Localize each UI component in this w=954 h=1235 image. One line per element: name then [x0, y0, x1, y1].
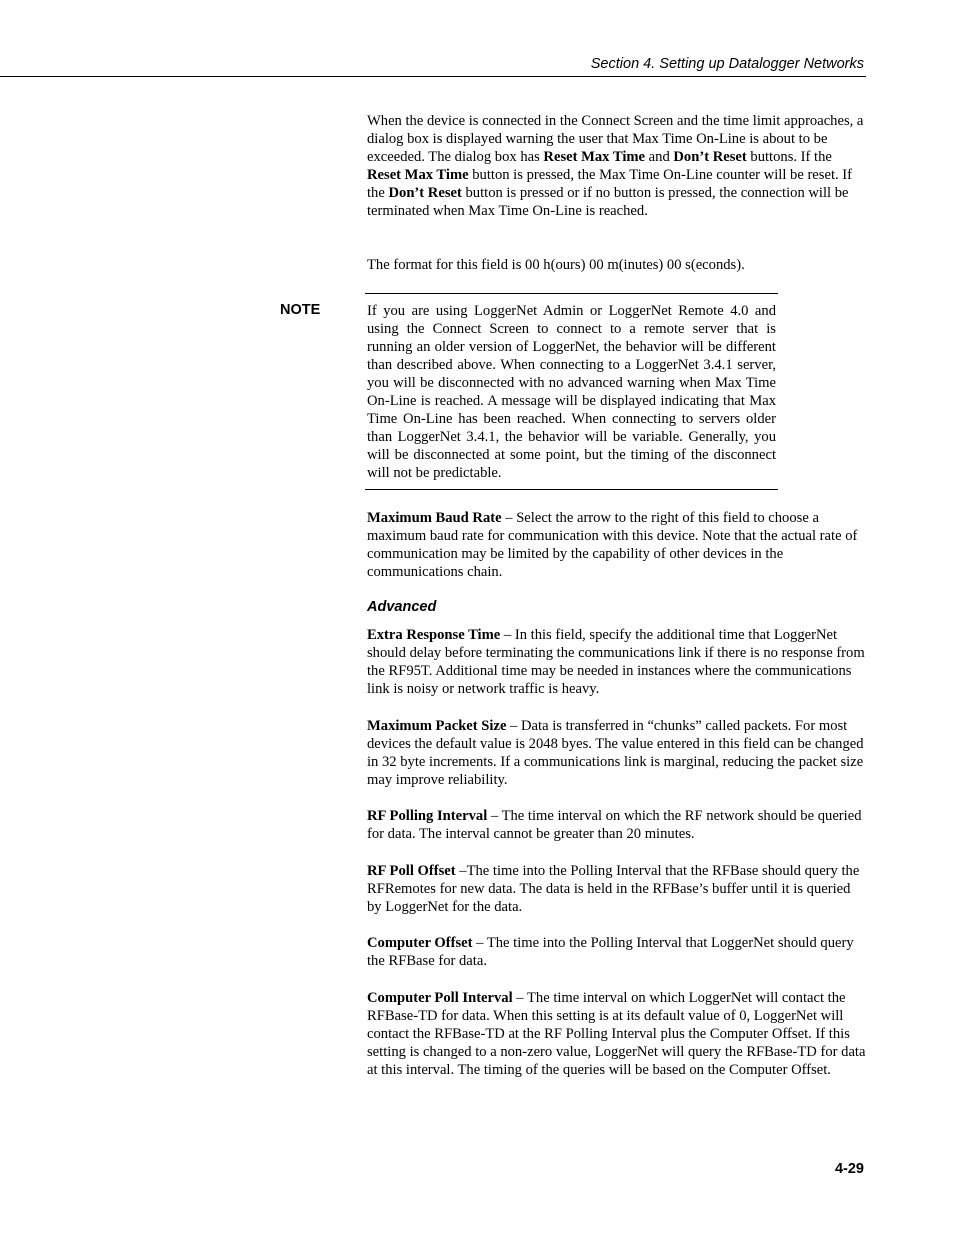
paragraph-rf-polling-interval	[367, 807, 867, 843]
text-run: button is pressed, the Max Time On-Line counter will be reset. If the	[367, 167, 853, 201]
desc-maximum-packet-size: – Data is transferred in “chunks” called packets. For most devices the default value is 2048 byes. The value entered in this field can be changed in 32 byte increments. If a communications link is marginal, reducing the packet size may improve reliability.	[367, 718, 864, 788]
note-text: If you are using LoggerNet Admin or LoggerNet Remote 4.0 and using the Connect Screen to connect to a remote server that is running an older version of LoggerNet, the behavior will be different than described above. When connecting to a LoggerNet 3.4.1 server, you will be disconnected with no advanced warning when Max Time On-Line is reached. A message will be displayed indicating that Max Time On-Line has been reached. When connecting to servers older than LoggerNet 3.4.1, the behavior will be variable. Generally, you will be disconnected at some point, but the timing of the disconnect will not be predictable.	[367, 303, 776, 481]
term-extra-response-time: Extra Response Time	[367, 627, 501, 643]
term-computer-poll-interval: Computer Poll Interval	[367, 990, 513, 1006]
term-maximum-baud-rate: Maximum Baud Rate	[367, 510, 502, 526]
bold-term: Reset Max Time	[367, 167, 469, 183]
note-top-rule	[365, 293, 778, 294]
desc-rf-polling-interval: – The time interval on which the RF network should be queried for data. The interval cannot be greater than 20 minutes.	[367, 808, 862, 842]
note-bottom-rule	[365, 489, 778, 490]
header-rule	[0, 76, 866, 77]
paragraph-format: The format for this field is 00 h(ours) 00 m(inutes) 00 s(econds).	[367, 257, 745, 273]
paragraph-maximum-packet-size	[367, 717, 867, 789]
note-label: NOTE	[280, 302, 321, 318]
paragraph-computer-offset	[367, 934, 867, 970]
desc-extra-response-time: – In this field, specify the additional time that LoggerNet should delay before terminating the communications link if there is no response from the RF95T. Additional time may be needed in instances where the communications link is noisy or network traffic is heavy.	[367, 627, 865, 697]
term-rf-poll-offset: RF Poll Offset	[367, 863, 456, 879]
page-number: 4-29	[834, 1161, 864, 1177]
advanced-heading: Advanced	[367, 599, 437, 615]
desc-rf-poll-offset: –The time into the Polling Interval that the RFBase should query the RFRemotes for new data. The data is held in the RFBase’s buffer until it is queried by LoggerNet for the data.	[367, 863, 860, 915]
desc-computer-poll-interval: – The time interval on which LoggerNet will contact the RFBase-TD for data. When this setting is at its default value of 0, LoggerNet will contact the RFBase-TD at the RF Polling Interval plus the Computer Offset. If this setting is changed to a non-zero value, LoggerNet will query the RFBase-TD for data at this interval. The timing of the queries will be based on the Computer Offset.	[367, 990, 866, 1078]
paragraph-rf-poll-offset	[367, 862, 867, 916]
desc-computer-offset: – The time into the Polling Interval that LoggerNet should query the RFBase for data.	[367, 935, 854, 969]
desc-maximum-baud-rate: – Select the arrow to the right of this field to choose a maximum baud rate for communication with this device. Note that the actual rate of communication may be limited by the capability of other devices in the communications chain.	[367, 510, 858, 580]
paragraph-extra-response-time	[367, 626, 867, 698]
text-run: and	[645, 149, 674, 165]
bold-term: Reset Max Time	[543, 149, 646, 165]
bold-term: Don’t Reset	[388, 185, 462, 201]
paragraph-computer-poll-interval	[367, 989, 867, 1079]
text-run: When the device is connected in the Connect Screen and the time limit approaches, a dialog box is displayed warning the user that Max Time On-Line is about to be exceeded. The dialog box has	[367, 113, 864, 165]
bold-term: Don’t Reset	[673, 149, 747, 165]
running-header: Section 4. Setting up Datalogger Networks	[590, 56, 864, 72]
term-maximum-packet-size: Maximum Packet Size	[367, 718, 507, 734]
paragraph-max-time-online	[367, 112, 867, 220]
paragraph-maximum-baud-rate	[367, 509, 867, 581]
term-rf-polling-interval: RF Polling Interval	[367, 808, 488, 824]
text-run: buttons. If the	[746, 149, 832, 165]
term-computer-offset: Computer Offset	[367, 935, 473, 951]
text-run: button is pressed or if no button is pressed, the connection will be terminated when Max Time On-Line is reached.	[367, 185, 849, 219]
